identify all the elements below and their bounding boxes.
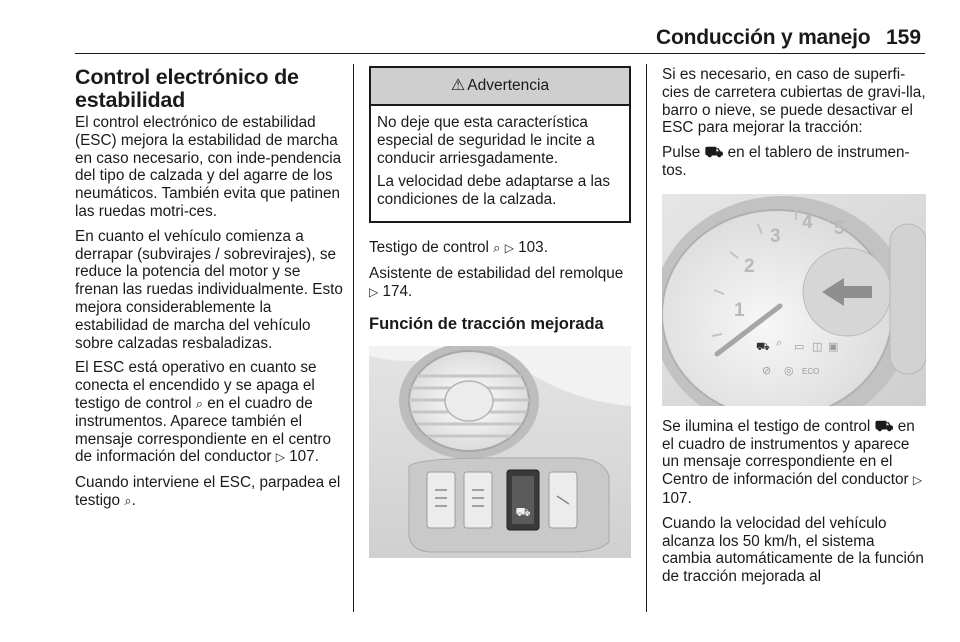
eco-indicator: ECO [802,366,820,376]
paragraph-text: Se ilumina el testigo de control [662,417,871,435]
paragraph [662,144,926,180]
paragraph [662,418,926,508]
reference-line [369,265,631,302]
warning-text: La velocidad debe adaptarse a las condiciones de la calzada. [377,173,611,209]
paragraph: Si es necesario, en caso de superfi-cies de carretera cubiertas de gravi-lla, barro o nieve, se puede desactivar el ESC para mejorar la tracción: [662,66,926,137]
paragraph-text: El control electrónico de estabilidad (ESC) mejora la estabilidad de marcha en caso necesario, con inde-pendencia del tipo de calzada y del agarre de los neumáticos. También evita que patinen las ruedas motri-ces. [75,114,342,220]
indicator-icon: ▭ [794,339,805,353]
warning-header [371,68,629,106]
indicator-icon: ◫ [812,339,823,353]
page-ref-arrow-icon: ▷ [504,240,514,255]
paragraph-text: El ESC está operativo en cuanto se conecta el encendido y se apaga el testigo de control [75,359,317,412]
warning-title: Advertencia [467,77,550,95]
page-ref[interactable]: 107. [289,448,319,466]
warning-text: No deje que esta característica especial de seguridad le incite a conducir arriesgadamente. [377,114,595,167]
column-2 [369,66,631,570]
subsection-title: Función de tracción mejorada [369,315,604,334]
page-ref[interactable]: 174. [382,282,413,300]
indicator-icon: ▣ [828,339,839,353]
page-ref[interactable]: 103. [518,238,548,256]
dial-number: 5 [834,217,845,239]
page-ref-arrow-icon: ▷ [912,473,923,488]
paragraph-text: en el cuadro de instrumentos y aparece un mensaje correspondiente en el Centro de información del conductor [662,417,915,489]
dial-number: 1 [734,299,745,321]
column-3 [662,66,926,593]
esc-warning-light-icon: ⌕ [493,239,501,255]
dial-number: 4 [802,211,813,233]
page-ref-arrow-icon: ▷ [275,450,285,465]
paragraph [75,114,343,221]
page-ref[interactable]: 107. [662,489,692,507]
column-1 [75,66,343,517]
center-console-switch-illustration [369,346,631,558]
paragraph-text: Cuando interviene el ESC, parpadea el testigo [75,474,341,509]
warning-triangle-icon: ⚠ [450,77,466,95]
indicator-icon: ⊘ [762,363,772,377]
section-title: Control electrónico de estabilidad [75,65,299,112]
paragraph [75,359,343,467]
paragraph-text: en el tablero de instrumen-tos. [662,144,910,179]
indicator-icon: ⌕ [776,335,783,349]
traction-warning-light-icon: ⛟ [756,339,770,353]
paragraph: Cuando la velocidad del vehículo alcanza los 50 km/h, el sistema cambia automáticamente de la función de tracción mejorada al [662,514,924,586]
paragraph [75,474,343,510]
paragraph-text: . [131,491,136,509]
paragraph-text: en el cuadro de instrumentos. Aparece también el mensaje correspondiente en el centro de información del conductor [75,394,331,466]
dial-number: 3 [770,225,781,247]
page-ref-arrow-icon: ▷ [369,284,379,299]
column-divider-1 [353,64,354,612]
header-rule [75,53,925,54]
warning-body [371,106,629,221]
warning-box [369,66,631,223]
instrument-cluster-illustration [662,194,926,406]
traction-button-icon: ⛟ [704,144,724,162]
traction-warning-light-icon: ⛟ [874,417,894,435]
page-number: 159 [886,26,922,49]
column-divider-2 [646,64,647,612]
paragraph [75,228,343,353]
indicator-icon: ◎ [784,363,794,377]
esc-warning-light-icon: ⌕ [124,492,132,508]
traction-symbol-icon: ⛟ [515,505,531,520]
paragraph-text: En cuanto el vehículo comienza a derrapar (subvirajes / sobrevirajes), se reduce la potencia del motor y se frenan las ruedas individualmente. Esto mejora considerablemente la estabilidad de marcha del vehículo sobre calzadas resbaladizas. [75,227,343,352]
reference-line [369,239,631,258]
header-title: Conducción y manejo [656,26,871,49]
reference-text: Asistente de estabilidad del remolque [369,264,624,282]
dial-number: 2 [744,255,755,277]
paragraph-text: Pulse [662,144,701,162]
reference-text: Testigo de control [369,238,489,256]
esc-warning-light-icon: ⌕ [195,395,204,411]
